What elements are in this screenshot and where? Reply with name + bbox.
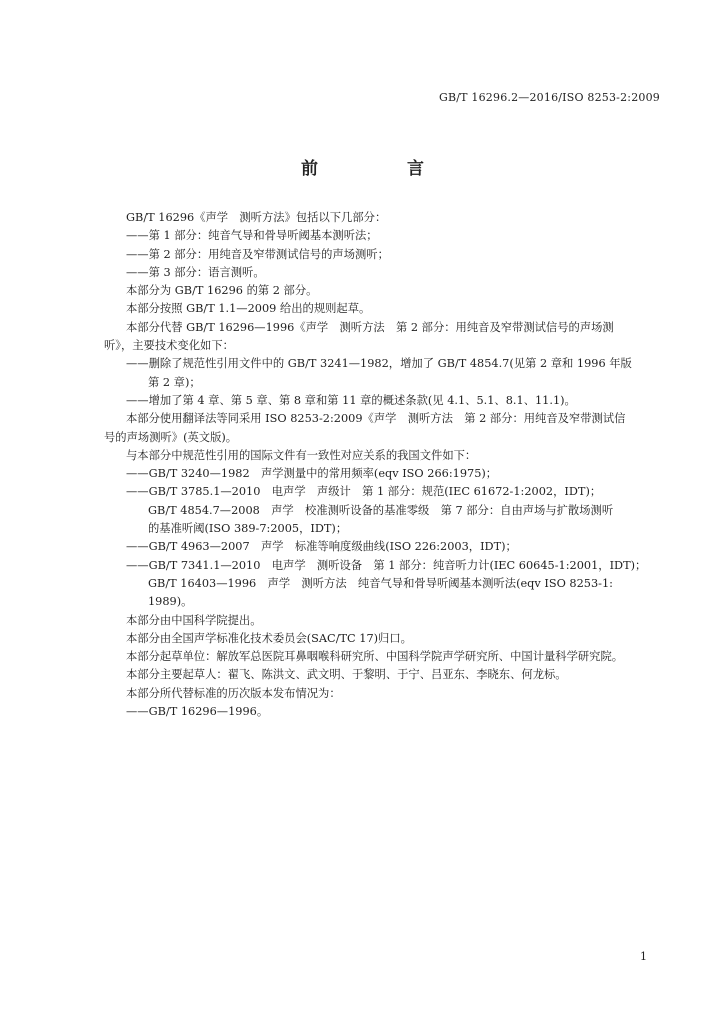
paragraph-line: 号的声场测听》(英文版)。 [104,430,238,444]
list-item: ——GB/T 3240—1982 声学测量中的常用频率(eqv ISO 266:1975)； [126,467,498,481]
paragraph-line: 本部分使用翻译法等同采用 ISO 8253-2:2009《声学 测听方法 第 2 部分：用纯音及窄带测试信 [126,412,626,426]
foreword-body [104,209,666,721]
paragraph-line: GB/T 16296《声学 测听方法》包括以下几部分： [126,211,387,224]
list-item: ——删除了规范性引用文件中的 GB/T 3241—1982，增加了 GB/T 4854.7(见第 2 章和 1996 年版 [126,357,632,371]
paragraph-line: 本部分代替 GB/T 16296—1996《声学 测听方法 第 2 部分：用纯音及窄带测试信号的声场测 [126,320,614,334]
paragraph-line: 本部分由全国声学标准化技术委员会(SAC/TC 17)归口。 [126,631,412,645]
page-title: 前 言 [301,159,460,179]
paragraph-line: 本部分起草单位：解放军总医院耳鼻咽喉科研究所、中国科学院声学研究所、中国计量科学研究院。 [126,650,624,664]
paragraph-line: 本部分主要起草人：翟飞、陈洪文、武文明、于黎明、于宁、吕亚东、李晓东、何龙标。 [126,668,567,682]
list-item-continuation: 第 2 章)； [148,375,201,389]
paragraph-line: 本部分所代替标准的历次版本发布情况为： [126,686,341,700]
list-item: ——GB/T 16296—1996。 [126,705,269,719]
list-item: ——GB/T 4963—2007 声学 标准等响度级曲线(ISO 226:2003，IDT)； [126,540,517,554]
list-item-continuation: 的基准听阈(ISO 389-7:2005，IDT)； [148,522,348,536]
paragraph-line: 本部分由中国科学院提出。 [126,613,262,627]
list-item: ——第 2 部分：用纯音及窄带测试信号的声场测听； [126,247,389,261]
list-item: ——GB/T 7341.1—2010 电声学 测听设备 第 1 部分：纯音听力计(IEC 60645-1:2001，IDT)； [126,558,647,572]
list-item: ——GB/T 3785.1—2010 电声学 声级计 第 1 部分：规范(IEC 61672-1:2002，IDT)； [126,485,602,499]
page-number: 1 [640,950,647,963]
paragraph-line: 听》，主要技术变化如下： [104,339,234,353]
list-item: GB/T 16403—1996 声学 测听方法 纯音气导和骨导听阈基本测听法(eqv ISO 8253-1: [148,576,613,590]
paragraph-line: 本部分按照 GB/T 1.1—2009 给出的规则起草。 [126,302,371,316]
paragraph-line: 与本部分中规范性引用的国际文件有一致性对应关系的我国文件如下： [126,448,477,462]
list-item-continuation: 1989)。 [148,595,193,609]
standard-code-header: GB/T 16296.2—2016/ISO 8253-2:2009 [438,91,660,104]
list-item: GB/T 4854.7—2008 声学 校准测听设备的基准零级 第 7 部分：自由声场与扩散场测听 [148,503,614,517]
paragraph-line: 本部分为 GB/T 16296 的第 2 部分。 [126,284,318,298]
list-item: ——增加了第 4 章、第 5 章、第 8 章和第 11 章的概述条款(见 4.1、5.1、8.1、11.1)。 [126,393,576,407]
list-item: ——第 1 部分：纯音气导和骨导听阈基本测听法； [126,229,378,243]
list-item: ——第 3 部分：语言测听。 [126,265,265,279]
